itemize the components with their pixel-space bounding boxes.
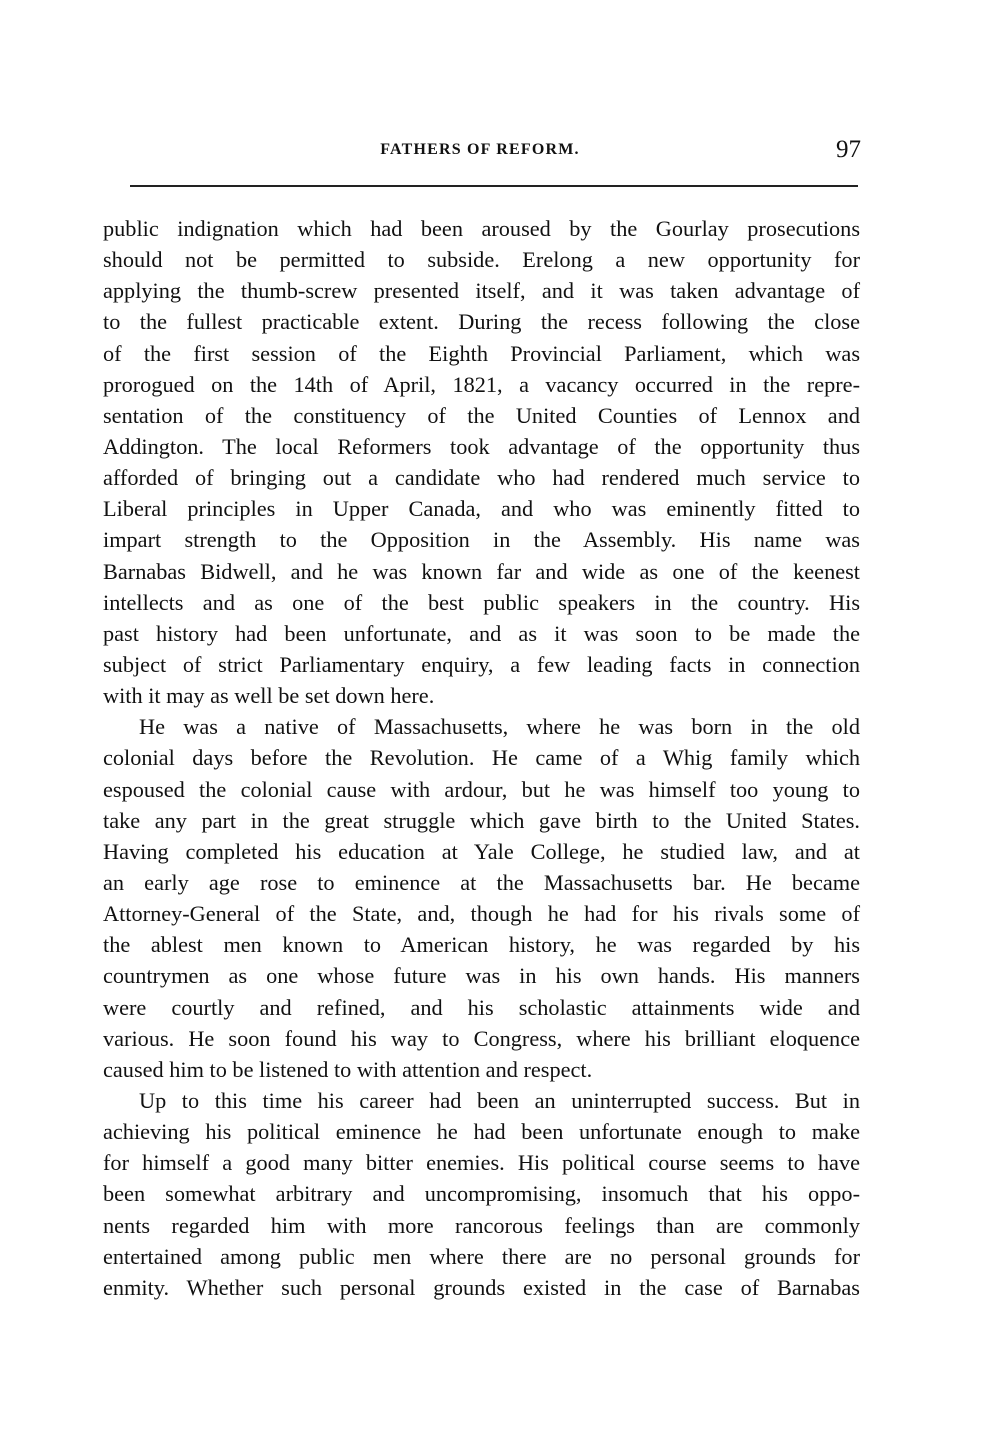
text-line: Liberal principles in Upper Canada, and who was eminently fitted to: [103, 496, 860, 522]
running-head: FATHERS OF REFORM.: [380, 141, 580, 158]
text-line: applying the thumb-screw presented itself, and it was taken advantage of: [103, 278, 860, 304]
text-line: Barnabas Bidwell, and he was known far and wide as one of the keenest: [103, 558, 860, 584]
text-line: the ablest men known to American history, he was regarded by his: [103, 932, 860, 958]
header-rule: [130, 185, 858, 187]
text-line: an early age rose to eminence at the Massachusetts bar. He became: [103, 869, 860, 895]
text-line: prorogued on the 14th of April, 1821, a vacancy occurred in the repre-: [103, 371, 860, 397]
text-line: been somewhat arbitrary and uncompromising, insomuch that his oppo-: [103, 1181, 860, 1207]
text-line: various. He soon found his way to Congress, where his brilliant eloquence: [103, 1025, 860, 1051]
text-line: Attorney-General of the State, and, though he had for his rivals some of: [103, 901, 860, 927]
text-line: He was a native of Massachusetts, where he was born in the old: [139, 714, 860, 740]
body-text: [103, 213, 860, 1303]
text-line: with it may as well be set down here.: [103, 683, 435, 709]
text-line: Having completed his education at Yale College, he studied law, and at: [103, 838, 860, 864]
text-line: achieving his political eminence he had been unfortunate enough to make: [103, 1119, 860, 1145]
text-line: take any part in the great struggle which gave birth to the United States.: [103, 807, 860, 833]
text-line: for himself a good many bitter enemies. His political course seems to have: [103, 1150, 860, 1176]
text-line: of the first session of the Eighth Provincial Parliament, which was: [103, 340, 860, 366]
text-line: should not be permitted to subside. Erelong a new opportunity for: [103, 247, 860, 273]
text-line: espoused the colonial cause with ardour, but he was himself too young to: [103, 776, 860, 802]
text-line: intellects and as one of the best public speakers in the country. His: [103, 589, 860, 615]
text-line: past history had been unfortunate, and as it was soon to be made the: [103, 620, 860, 646]
text-line: public indignation which had been aroused by the Gourlay prosecutions: [103, 216, 860, 241]
text-line: caused him to be listened to with attention and respect.: [103, 1056, 593, 1082]
page-number: 97: [836, 136, 861, 163]
text-line: to the fullest practicable extent. During the recess following the close: [103, 309, 860, 335]
text-line: enmity. Whether such personal grounds existed in the case of Barnabas: [103, 1274, 860, 1300]
text-line: afforded of bringing out a candidate who had rendered much service to: [103, 465, 860, 491]
text-line: colonial days before the Revolution. He came of a Whig family which: [103, 745, 860, 771]
text-line: nents regarded him with more rancorous feelings than are commonly: [103, 1212, 860, 1238]
text-line: Up to this time his career had been an uninterrupted success. But in: [139, 1087, 860, 1113]
text-line: Addington. The local Reformers took advantage of the opportunity thus: [103, 433, 860, 459]
text-line: countrymen as one whose future was in his own hands. His manners: [103, 963, 860, 989]
text-line: were courtly and refined, and his scholastic attainments wide and: [103, 994, 860, 1020]
text-line: impart strength to the Opposition in the Assembly. His name was: [103, 527, 860, 553]
text-line: entertained among public men where there are no personal grounds for: [103, 1243, 860, 1269]
text-line: sentation of the constituency of the United Counties of Lennox and: [103, 402, 860, 428]
text-line: subject of strict Parliamentary enquiry, a few leading facts in connection: [103, 651, 860, 677]
